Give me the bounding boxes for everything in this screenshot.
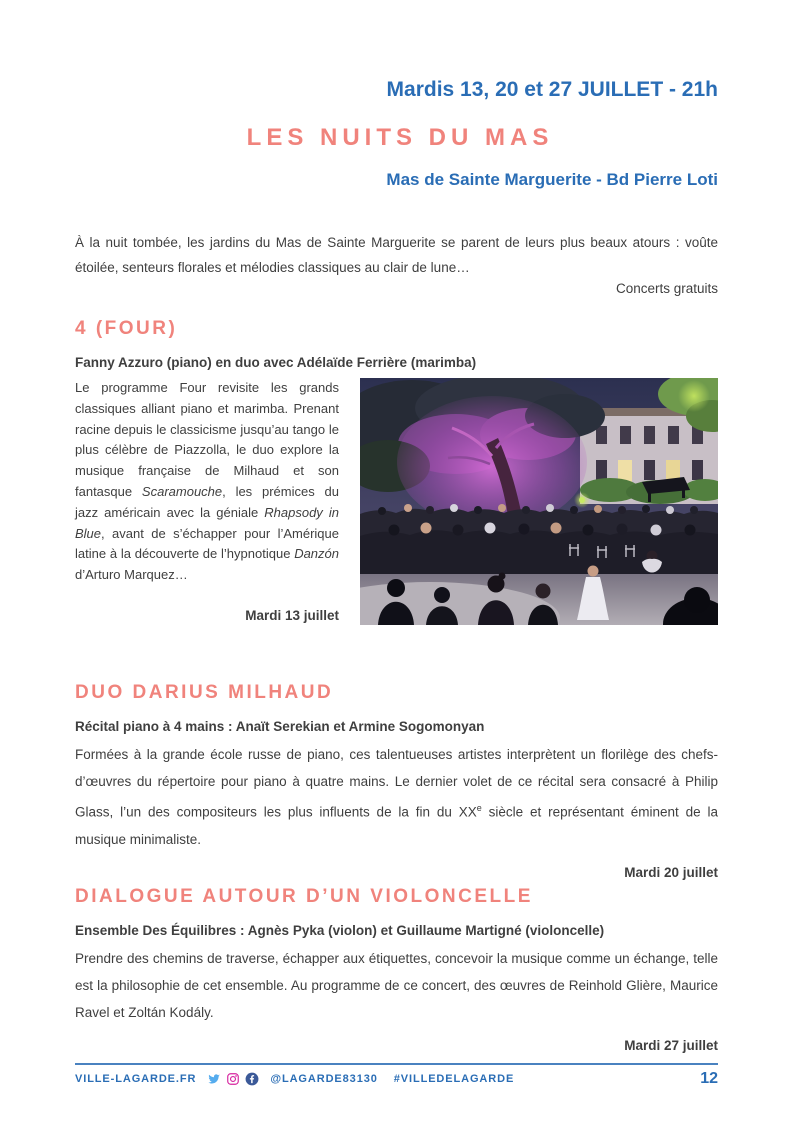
artists-line: Récital piano à 4 mains : Anaït Serekian et Armine Sogomonyan xyxy=(75,719,485,734)
footer xyxy=(75,1070,718,1088)
section-heading: 4 (FOUR) xyxy=(75,318,178,339)
intro-paragraph: À la nuit tombée, les jardins du Mas de Sainte Marguerite se parent de leurs plus beaux atours : voûte étoilée, senteurs florales et mélodies classiques au clair de lune… xyxy=(75,235,718,275)
page-number: 12 xyxy=(700,1070,718,1087)
section-body: Prendre des chemins de traverse, échapper aux étiquettes, concevoir la musique comme un échange, telle est la philosophie de cet ensemble. Au programme de ce concert, des œuvres de Reinhold Glière, Maurice Ravel et Zoltán Kodály. xyxy=(75,951,718,1020)
free-concerts-note: Concerts gratuits xyxy=(615,281,718,296)
twitter-icon xyxy=(207,1072,221,1086)
event-date: Mardi 27 juillet xyxy=(624,1038,718,1053)
event-dates-heading: Mardis 13, 20 et 27 JUILLET - 21h xyxy=(386,78,718,101)
text-and-photo-columns xyxy=(75,378,718,625)
section-duo-darius-milhaud xyxy=(75,682,718,880)
event-date: Mardi 20 juillet xyxy=(624,864,718,880)
instagram-icon xyxy=(226,1072,240,1086)
event-location: Mas de Sainte Marguerite - Bd Pierre Loti xyxy=(386,170,718,189)
facebook-icon xyxy=(245,1072,259,1086)
outdoor-evening-concert-photo xyxy=(360,378,718,625)
section-body: Le programme Four revisite les grands classiques alliant piano et marimba. Prenant racine depuis le classicisme jusqu’au tango le plus célèbre de Piazzolla, le duo explore la musique française de Milhaud et son fantasque Scaramouche, les prémices du jazz américain avec la géniale Rhapsody in Blue, avant de s’échapper pour l’Amérique latine à la découverte de l’hypnotique Danzón d’Arturo Marquez… xyxy=(75,380,339,583)
section-heading: DIALOGUE AUTOUR D’UN VIOLONCELLE xyxy=(75,886,533,907)
website-text: VILLE-LAGARDE.FR xyxy=(75,1073,197,1085)
section-body-column xyxy=(75,378,339,625)
section-dialogue-violoncelle xyxy=(75,886,718,1053)
artists-line: Ensemble Des Équilibres : Agnès Pyka (violon) et Guillaume Martigné (violoncelle) xyxy=(75,923,605,938)
event-date: Mardi 13 juillet xyxy=(245,607,339,623)
page-title: LES NUITS DU MAS xyxy=(246,124,554,151)
section-body: Formées à la grande école russe de piano, ces talentueuses artistes interprètent un florilège des chefs-d’œuvres du répertoire pour piano à quatre mains. Le dernier volet de ce récital sera consacré à Philip Glass, l’un des compositeurs les plus influents de la fin du XXe siècle et représentant éminent de la musique minimaliste. xyxy=(75,747,718,847)
concert-photo-graphic xyxy=(360,378,718,625)
section-four xyxy=(75,318,718,625)
social-handle: @LAGARDE83130 xyxy=(270,1073,378,1085)
social-hashtag: #VILLEDELAGARDE xyxy=(393,1073,515,1085)
footer-divider xyxy=(75,1063,718,1065)
social-icons xyxy=(207,1072,259,1086)
section-heading: DUO DARIUS MILHAUD xyxy=(75,682,334,703)
artists-line: Fanny Azzuro (piano) en duo avec Adélaïde Ferrière (marimba) xyxy=(75,355,477,370)
